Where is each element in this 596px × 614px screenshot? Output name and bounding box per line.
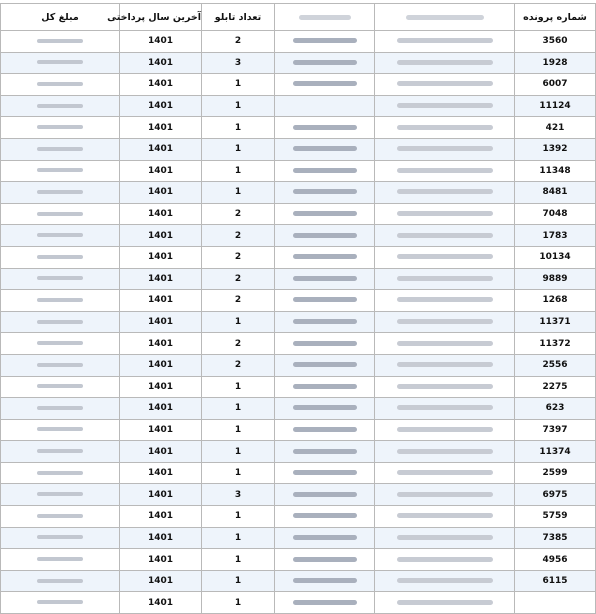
redacted-value <box>293 38 357 43</box>
phone-cell-redacted <box>275 462 375 484</box>
sign-count-cell: 1 <box>202 506 275 528</box>
last-payment-year-cell: 1401 <box>120 225 202 247</box>
total-amount-cell-redacted <box>1 570 120 592</box>
total-amount-cell-redacted <box>1 441 120 463</box>
total-amount-cell-redacted <box>1 246 120 268</box>
phone-cell-redacted <box>275 203 375 225</box>
total-amount-cell-redacted <box>1 462 120 484</box>
redacted-value <box>293 535 357 540</box>
redacted-value <box>37 363 83 367</box>
sign-count-cell: 2 <box>202 333 275 355</box>
redacted-value <box>397 449 493 454</box>
table-row <box>1 419 596 441</box>
address-cell-redacted <box>375 52 515 74</box>
last-payment-year-cell: 1401 <box>120 268 202 290</box>
table-row <box>1 570 596 592</box>
table-row <box>1 506 596 528</box>
file-number-cell: 11374 <box>515 441 596 463</box>
file-number-cell: 1392 <box>515 138 596 160</box>
address-cell-redacted <box>375 74 515 96</box>
redacted-value <box>397 384 493 389</box>
redacted-value <box>37 449 83 453</box>
redacted-value <box>293 427 357 432</box>
sign-count-cell: 2 <box>202 290 275 312</box>
redacted-value <box>397 233 493 238</box>
total-amount-cell-redacted <box>1 592 120 614</box>
redacted-value <box>37 60 83 64</box>
redacted-value <box>397 600 493 605</box>
file-number-cell: 2556 <box>515 354 596 376</box>
records-table <box>0 3 596 614</box>
redacted-value <box>397 578 493 583</box>
phone-cell-redacted <box>275 182 375 204</box>
redacted-value <box>397 211 493 216</box>
header-last-payment-year: آخرین سال پرداختی <box>120 4 202 31</box>
file-number-cell: 7385 <box>515 527 596 549</box>
last-payment-year-cell: 1401 <box>120 246 202 268</box>
last-payment-year-cell: 1401 <box>120 592 202 614</box>
header-sign-count: تعداد تابلو <box>202 4 275 31</box>
address-cell-redacted <box>375 527 515 549</box>
phone-cell-redacted <box>275 376 375 398</box>
file-number-cell: 1268 <box>515 290 596 312</box>
total-amount-cell-redacted <box>1 311 120 333</box>
redacted-value <box>293 341 357 346</box>
file-number-cell: 1783 <box>515 225 596 247</box>
address-cell-redacted <box>375 138 515 160</box>
redacted-value <box>293 211 357 216</box>
redacted-value <box>37 298 83 302</box>
redacted-value <box>37 104 83 108</box>
file-number-cell: 8481 <box>515 182 596 204</box>
file-number-cell: 7048 <box>515 203 596 225</box>
redacted-value <box>397 297 493 302</box>
phone-cell-redacted <box>275 441 375 463</box>
redacted-value <box>397 319 493 324</box>
redacted-value <box>37 535 83 539</box>
redacted-value <box>37 514 83 518</box>
table-row <box>1 462 596 484</box>
redacted-value <box>397 189 493 194</box>
table-row <box>1 592 596 614</box>
table-row <box>1 376 596 398</box>
file-number-cell: 623 <box>515 398 596 420</box>
phone-cell-redacted <box>275 506 375 528</box>
header-file-number: شماره پرونده <box>515 4 596 31</box>
redacted-value <box>397 81 493 86</box>
last-payment-year-cell: 1401 <box>120 484 202 506</box>
redacted-value <box>397 513 493 518</box>
address-cell-redacted <box>375 225 515 247</box>
sign-count-cell: 1 <box>202 160 275 182</box>
table-row <box>1 138 596 160</box>
redacted-value <box>37 557 83 561</box>
total-amount-cell-redacted <box>1 290 120 312</box>
redacted-value <box>293 557 357 562</box>
phone-cell-redacted <box>275 398 375 420</box>
redacted-value <box>397 535 493 540</box>
redacted-value <box>293 60 357 65</box>
last-payment-year-cell: 1401 <box>120 138 202 160</box>
last-payment-year-cell: 1401 <box>120 419 202 441</box>
phone-cell-redacted <box>275 31 375 53</box>
redacted-header <box>406 15 484 20</box>
sign-count-cell: 1 <box>202 138 275 160</box>
sign-count-cell: 1 <box>202 117 275 139</box>
last-payment-year-cell: 1401 <box>120 441 202 463</box>
address-cell-redacted <box>375 203 515 225</box>
last-payment-year-cell: 1401 <box>120 74 202 96</box>
redacted-value <box>293 600 357 605</box>
redacted-value <box>397 492 493 497</box>
redacted-value <box>37 600 83 604</box>
redacted-value <box>397 341 493 346</box>
address-cell-redacted <box>375 31 515 53</box>
address-cell-redacted <box>375 246 515 268</box>
table-row <box>1 354 596 376</box>
phone-cell-redacted <box>275 419 375 441</box>
sign-count-cell: 1 <box>202 527 275 549</box>
sign-count-cell: 2 <box>202 354 275 376</box>
sign-count-cell: 2 <box>202 225 275 247</box>
total-amount-cell-redacted <box>1 354 120 376</box>
sign-count-cell: 1 <box>202 182 275 204</box>
address-cell-redacted <box>375 182 515 204</box>
sign-count-cell: 1 <box>202 398 275 420</box>
phone-cell-redacted <box>275 290 375 312</box>
phone-cell-redacted <box>275 160 375 182</box>
file-number-cell: 7397 <box>515 419 596 441</box>
file-number-cell: 10134 <box>515 246 596 268</box>
sign-count-cell: 1 <box>202 592 275 614</box>
sign-count-cell: 1 <box>202 462 275 484</box>
phone-cell-redacted <box>275 549 375 571</box>
file-number-cell: 6115 <box>515 570 596 592</box>
table-row <box>1 441 596 463</box>
phone-cell-redacted <box>275 52 375 74</box>
redacted-value <box>37 190 83 194</box>
redacted-value <box>397 38 493 43</box>
table-row <box>1 182 596 204</box>
sign-count-cell: 2 <box>202 31 275 53</box>
total-amount-cell-redacted <box>1 376 120 398</box>
redacted-value <box>37 125 83 129</box>
address-cell-redacted <box>375 398 515 420</box>
redacted-value <box>37 341 83 345</box>
table-row <box>1 246 596 268</box>
last-payment-year-cell: 1401 <box>120 462 202 484</box>
redacted-header <box>299 15 351 20</box>
table-row <box>1 549 596 571</box>
address-cell-redacted <box>375 462 515 484</box>
redacted-value <box>37 147 83 151</box>
redacted-value <box>293 168 357 173</box>
sign-count-cell: 1 <box>202 570 275 592</box>
sign-count-cell: 1 <box>202 419 275 441</box>
redacted-value <box>397 168 493 173</box>
sign-count-cell: 2 <box>202 246 275 268</box>
redacted-value <box>37 233 83 237</box>
redacted-value <box>37 212 83 216</box>
last-payment-year-cell: 1401 <box>120 52 202 74</box>
header-total-amount: مبلغ کل <box>1 4 120 31</box>
file-number-cell: 11124 <box>515 95 596 117</box>
address-cell-redacted <box>375 506 515 528</box>
redacted-value <box>397 470 493 475</box>
address-cell-redacted <box>375 311 515 333</box>
redacted-value <box>293 319 357 324</box>
redacted-value <box>293 578 357 583</box>
redacted-value <box>397 125 493 130</box>
sign-count-cell: 1 <box>202 549 275 571</box>
redacted-value <box>293 233 357 238</box>
redacted-value <box>397 103 493 108</box>
address-cell-redacted <box>375 441 515 463</box>
redacted-value <box>37 492 83 496</box>
redacted-value <box>37 168 83 172</box>
total-amount-cell-redacted <box>1 31 120 53</box>
table-row <box>1 225 596 247</box>
last-payment-year-cell: 1401 <box>120 311 202 333</box>
table-row <box>1 52 596 74</box>
redacted-value <box>293 405 357 410</box>
total-amount-cell-redacted <box>1 95 120 117</box>
redacted-value <box>293 449 357 454</box>
sign-count-cell: 1 <box>202 95 275 117</box>
last-payment-year-cell: 1401 <box>120 398 202 420</box>
total-amount-cell-redacted <box>1 333 120 355</box>
phone-cell-redacted <box>275 333 375 355</box>
table-row <box>1 31 596 53</box>
last-payment-year-cell: 1401 <box>120 549 202 571</box>
redacted-value <box>293 276 357 281</box>
table-row <box>1 117 596 139</box>
redacted-value <box>293 146 357 151</box>
table-row <box>1 74 596 96</box>
redacted-value <box>37 471 83 475</box>
table-row <box>1 527 596 549</box>
phone-cell-redacted <box>275 592 375 614</box>
phone-cell-redacted <box>275 484 375 506</box>
file-number-cell: 3560 <box>515 31 596 53</box>
total-amount-cell-redacted <box>1 160 120 182</box>
phone-cell-redacted <box>275 354 375 376</box>
file-number-cell: 6975 <box>515 484 596 506</box>
redacted-value <box>293 189 357 194</box>
total-amount-cell-redacted <box>1 52 120 74</box>
file-number-cell: 4956 <box>515 549 596 571</box>
address-cell-redacted <box>375 570 515 592</box>
address-cell-redacted <box>375 354 515 376</box>
total-amount-cell-redacted <box>1 268 120 290</box>
total-amount-cell-redacted <box>1 74 120 96</box>
redacted-value <box>37 82 83 86</box>
redacted-value <box>293 513 357 518</box>
redacted-value <box>37 384 83 388</box>
total-amount-cell-redacted <box>1 182 120 204</box>
header-address-redacted <box>375 4 515 31</box>
address-cell-redacted <box>375 290 515 312</box>
redacted-value <box>397 254 493 259</box>
phone-cell-redacted <box>275 527 375 549</box>
phone-cell-redacted <box>275 311 375 333</box>
table-row <box>1 398 596 420</box>
redacted-value <box>293 492 357 497</box>
last-payment-year-cell: 1401 <box>120 376 202 398</box>
total-amount-cell-redacted <box>1 484 120 506</box>
file-number-cell: 2275 <box>515 376 596 398</box>
address-cell-redacted <box>375 549 515 571</box>
sign-count-cell: 1 <box>202 376 275 398</box>
last-payment-year-cell: 1401 <box>120 95 202 117</box>
address-cell-redacted <box>375 376 515 398</box>
redacted-value <box>37 427 83 431</box>
file-number-cell: 9889 <box>515 268 596 290</box>
total-amount-cell-redacted <box>1 527 120 549</box>
phone-cell-redacted <box>275 246 375 268</box>
sign-count-cell: 2 <box>202 268 275 290</box>
file-number-cell: 421 <box>515 117 596 139</box>
address-cell-redacted <box>375 419 515 441</box>
phone-cell-redacted <box>275 138 375 160</box>
last-payment-year-cell: 1401 <box>120 117 202 139</box>
address-cell-redacted <box>375 268 515 290</box>
redacted-value <box>293 81 357 86</box>
last-payment-year-cell: 1401 <box>120 182 202 204</box>
phone-cell-redacted <box>275 74 375 96</box>
sign-count-cell: 3 <box>202 484 275 506</box>
sign-count-cell: 2 <box>202 203 275 225</box>
file-number-cell: 6007 <box>515 74 596 96</box>
redacted-value <box>37 276 83 280</box>
redacted-value <box>37 579 83 583</box>
total-amount-cell-redacted <box>1 419 120 441</box>
table-row <box>1 290 596 312</box>
file-number-cell <box>515 592 596 614</box>
phone-cell-empty <box>275 95 375 117</box>
sign-count-cell: 1 <box>202 311 275 333</box>
address-cell-redacted <box>375 160 515 182</box>
last-payment-year-cell: 1401 <box>120 354 202 376</box>
phone-cell-redacted <box>275 570 375 592</box>
phone-cell-redacted <box>275 117 375 139</box>
total-amount-cell-redacted <box>1 506 120 528</box>
redacted-value <box>293 384 357 389</box>
redacted-value <box>37 406 83 410</box>
table-row <box>1 333 596 355</box>
total-amount-cell-redacted <box>1 225 120 247</box>
redacted-value <box>293 470 357 475</box>
address-cell-redacted <box>375 592 515 614</box>
phone-cell-redacted <box>275 268 375 290</box>
last-payment-year-cell: 1401 <box>120 506 202 528</box>
file-number-cell: 2599 <box>515 462 596 484</box>
table-row <box>1 95 596 117</box>
address-cell-redacted <box>375 117 515 139</box>
redacted-value <box>397 405 493 410</box>
redacted-value <box>37 255 83 259</box>
total-amount-cell-redacted <box>1 138 120 160</box>
total-amount-cell-redacted <box>1 549 120 571</box>
file-number-cell: 1928 <box>515 52 596 74</box>
total-amount-cell-redacted <box>1 117 120 139</box>
sign-count-cell: 1 <box>202 74 275 96</box>
file-number-cell: 11348 <box>515 160 596 182</box>
header-row <box>1 4 596 31</box>
file-number-cell: 11372 <box>515 333 596 355</box>
redacted-value <box>397 557 493 562</box>
redacted-value <box>293 297 357 302</box>
address-cell-redacted <box>375 333 515 355</box>
table-row <box>1 203 596 225</box>
redacted-value <box>37 39 83 43</box>
file-number-cell: 11371 <box>515 311 596 333</box>
redacted-value <box>293 254 357 259</box>
last-payment-year-cell: 1401 <box>120 333 202 355</box>
redacted-value <box>397 146 493 151</box>
redacted-value <box>397 60 493 65</box>
redacted-value <box>37 320 83 324</box>
sign-count-cell: 3 <box>202 52 275 74</box>
redacted-value <box>397 362 493 367</box>
address-cell-redacted <box>375 95 515 117</box>
last-payment-year-cell: 1401 <box>120 290 202 312</box>
file-number-cell: 5759 <box>515 506 596 528</box>
redacted-value <box>397 427 493 432</box>
table-row <box>1 484 596 506</box>
last-payment-year-cell: 1401 <box>120 570 202 592</box>
table-row <box>1 311 596 333</box>
total-amount-cell-redacted <box>1 398 120 420</box>
table-row <box>1 268 596 290</box>
redacted-value <box>293 362 357 367</box>
last-payment-year-cell: 1401 <box>120 527 202 549</box>
sign-count-cell: 1 <box>202 441 275 463</box>
last-payment-year-cell: 1401 <box>120 160 202 182</box>
total-amount-cell-redacted <box>1 203 120 225</box>
redacted-value <box>293 125 357 130</box>
table-row <box>1 160 596 182</box>
address-cell-redacted <box>375 484 515 506</box>
phone-cell-redacted <box>275 225 375 247</box>
last-payment-year-cell: 1401 <box>120 31 202 53</box>
last-payment-year-cell: 1401 <box>120 203 202 225</box>
header-phone-redacted <box>275 4 375 31</box>
redacted-value <box>397 276 493 281</box>
